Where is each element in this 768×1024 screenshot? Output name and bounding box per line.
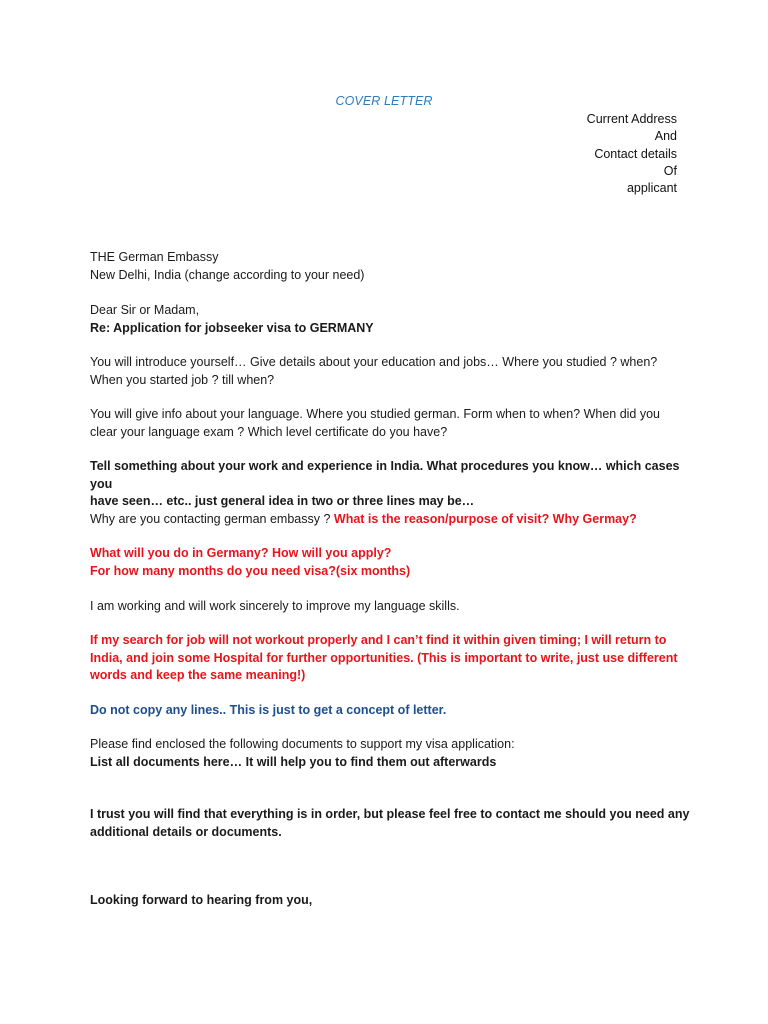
paragraph-plan	[90, 545, 690, 580]
subject-line: Re: Application for jobseeker visa to GERMANY	[90, 320, 374, 335]
recipient-line: THE German Embassy	[90, 250, 219, 264]
paragraph-line: India, and join some Hospital for further opportunities. (This is important to write, just use different	[90, 650, 678, 665]
paragraph-line: I trust you will find that everything is in order, but please feel free to contact me should you need any	[90, 807, 690, 821]
salutation: Dear Sir or Madam,	[90, 303, 200, 317]
paragraph-trust	[90, 806, 690, 841]
recipient-line: New Delhi, India (change according to your need)	[90, 267, 365, 282]
paragraph-line: If my search for job will not workout properly and I can’t find it within given timing; I will return to	[90, 633, 667, 647]
paragraph-line: Do not copy any lines.. This is just to get a concept of letter.	[90, 703, 447, 717]
paragraph-line: Please find enclosed the following documents to support my visa application:	[90, 737, 515, 751]
paragraph-line: I am working and will work sincerely to improve my language skills.	[90, 599, 460, 613]
paragraph-why	[90, 511, 690, 529]
paragraph-line: List all documents here… It will help you to find them out afterwards	[90, 754, 497, 769]
paragraph-line: You will give info about your language. Where you studied german. Form when to when? When did you	[90, 407, 661, 421]
why-question: Why are you contacting german embassy ?	[90, 512, 331, 526]
closing-line	[90, 892, 690, 910]
paragraph-return	[90, 632, 690, 685]
recipient-block	[90, 249, 690, 284]
address-line: applicant	[626, 181, 677, 196]
paragraph-enclosed	[90, 736, 690, 771]
why-purpose-question: What is the reason/purpose of visit? Why Germay?	[333, 512, 637, 526]
paragraph-line: clear your language exam ? Which level certificate do you have?	[90, 424, 448, 439]
paragraph-line: What will you do in Germany? How will you apply?	[90, 546, 392, 560]
paragraph-line: For how many months do you need visa?(six months)	[90, 563, 411, 578]
address-line: Of	[663, 163, 677, 178]
paragraph-line: When you started job ? till when?	[90, 372, 275, 387]
applicant-address-block	[587, 111, 677, 197]
paragraph-line: You will introduce yourself… Give details about your education and jobs… Where you studied ? when?	[90, 355, 658, 369]
salutation-block	[90, 302, 690, 337]
address-line: And	[654, 129, 677, 144]
paragraph-intro	[90, 354, 690, 389]
paragraph-line: Tell something about your work and experience in India. What procedures you know… which cases you	[90, 459, 680, 491]
paragraph-work	[90, 458, 690, 511]
paragraph-line: have seen… etc.. just general idea in two or three lines may be…	[90, 494, 475, 508]
paragraph-line: additional details or documents.	[90, 824, 282, 839]
letter-title: COVER LETTER	[335, 94, 433, 108]
paragraph-line: words and keep the same meaning!)	[90, 668, 306, 682]
paragraph-line: Looking forward to hearing from you,	[90, 893, 313, 907]
address-line: Contact details	[594, 146, 677, 161]
paragraph-language	[90, 406, 690, 441]
paragraph-working	[90, 598, 690, 616]
paragraph-note	[90, 702, 690, 720]
address-line: Current Address	[586, 112, 677, 126]
